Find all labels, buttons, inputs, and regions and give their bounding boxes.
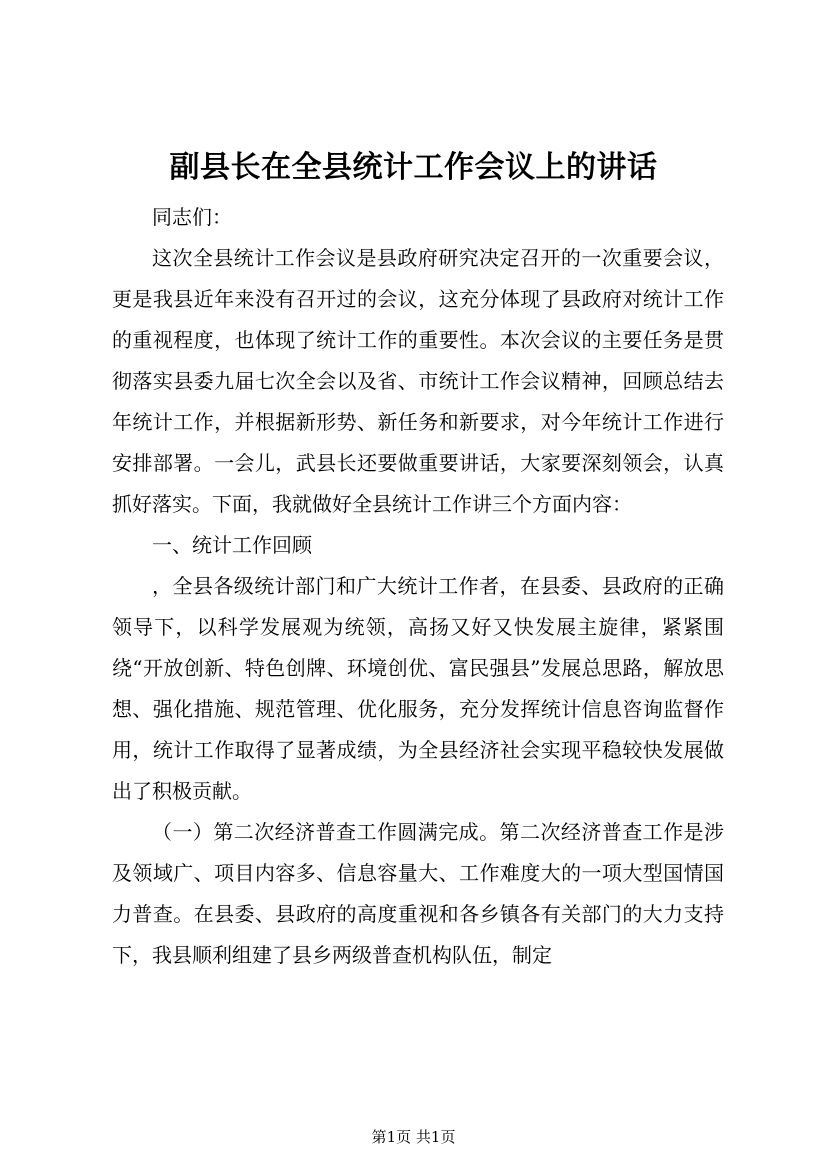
document-title: 副县长在全县统计工作会议上的讲话 bbox=[169, 150, 658, 185]
subsection-paragraph: （一）第二次经济普查工作圆满完成。第二次经济普查工作是涉及领域广、项目内容多、信息容量大、工作难度大的一项大型国情国力普查。在县委、县政府的高度重视和各乡镇各有关部门的大力支持下，我县顺利组建了县乡两级普查机构队伍，制定 bbox=[112, 820, 724, 967]
section-heading: 一、统计工作回顾 bbox=[152, 533, 312, 557]
page-total: 1 bbox=[430, 1128, 441, 1146]
salutation-paragraph: 同志们： bbox=[152, 205, 232, 229]
review-paragraph: ，全县各级统计部门和广大统计工作者，在县委、县政府的正确领导下，以科学发展观为统领，高扬又好又快发展主旋律，紧紧围绕“开放创新、特色创牌、环境创优、富民强县”发展总思路，解放思想、强化措施、规范管理、优化服务，充分发挥统计信息咨询监督作用，统计工作取得了显著成绩，为全县经济社会实现平稳较快发展做出了积极贡献。 bbox=[112, 574, 724, 803]
page-mid: 页 共 bbox=[396, 1128, 431, 1146]
page-prefix: 第 bbox=[371, 1128, 387, 1146]
document-body bbox=[112, 197, 724, 976]
page-footer bbox=[0, 1127, 827, 1147]
intro-paragraph: 这次全县统计工作会议是县政府研究决定召开的一次重要会议，更是我县近年来没有召开过的会议，这充分体现了县政府对统计工作的重视程度，也体现了统计工作的重要性。本次会议的主要任务是贯彻落实县委九届七次全会以及省、市统计工作会议精神，回顾总结去年统计工作，并根据新形势、新任务和新要求，对今年统计工作进行安排部署。一会儿，武县长还要做重要讲话，大家要深刻领会，认真抓好落实。下面，我就做好全县统计工作讲三个方面内容： bbox=[112, 246, 724, 516]
page-suffix: 页 bbox=[440, 1128, 456, 1146]
page-number: 1 bbox=[386, 1128, 397, 1146]
